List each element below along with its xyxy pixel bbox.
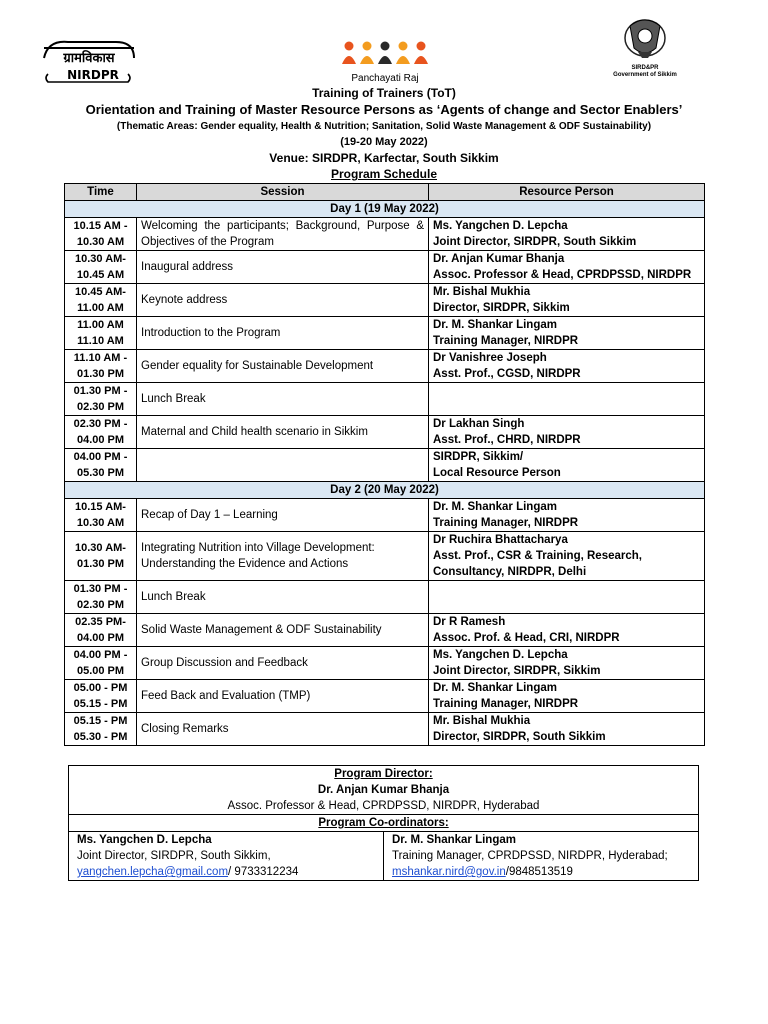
- resource-cell: [429, 383, 705, 416]
- time-end: 02.30 PM: [76, 401, 125, 413]
- sikkim-emblem-line2: Government of Sikkim: [613, 72, 677, 78]
- person-body-4: [414, 56, 428, 64]
- session-cell: Maternal and Child health scenario in Sikkim: [137, 416, 429, 449]
- session-cell: Lunch Break: [137, 581, 429, 614]
- time-cell: [65, 581, 137, 614]
- time-start: 04.00 PM -: [73, 649, 128, 661]
- session-cell: Keynote address: [137, 284, 429, 317]
- resource-role: Asst. Prof., CGSD, NIRDPR: [433, 368, 581, 380]
- session-cell: Introduction to the Program: [137, 317, 429, 350]
- coordinators-grid: [69, 831, 698, 880]
- time-end: 04.00 PM: [76, 434, 125, 446]
- coordinator-left-email-link[interactable]: yangchen.lepcha@gmail.com: [77, 866, 229, 878]
- schedule-row: [65, 532, 705, 581]
- resource-role: Training Manager, NIRDPR: [433, 698, 579, 710]
- session-cell: [137, 449, 429, 482]
- resource-cell: [429, 350, 705, 383]
- time-end: 04.00 PM: [76, 632, 125, 644]
- time-end: 01.30 PM: [76, 558, 125, 570]
- schedule-row: [65, 284, 705, 317]
- time-cell: [65, 218, 137, 251]
- resource-role: Training Manager, NIRDPR: [433, 517, 579, 529]
- session-column-header: Session: [137, 184, 429, 201]
- resource-name: Dr. M. Shankar Lingam: [433, 501, 557, 513]
- panchayati-raj-logo: [320, 38, 450, 86]
- person-body-3: [396, 56, 410, 64]
- time-cell: [65, 350, 137, 383]
- time-cell: [65, 383, 137, 416]
- session-cell: Feed Back and Evaluation (TMP): [137, 680, 429, 713]
- time-cell: [65, 317, 137, 350]
- time-start: 10.45 AM-: [75, 286, 126, 298]
- time-start: 05.00 - PM: [73, 682, 128, 694]
- nirdpr-emblem-icon: [38, 34, 138, 86]
- session-cell: Group Discussion and Feedback: [137, 647, 429, 680]
- person-body-2: [378, 56, 392, 64]
- resource-name: Dr Vanishree Joseph: [433, 352, 547, 364]
- time-end: 10.45 AM: [76, 269, 125, 281]
- time-cell: [65, 713, 137, 746]
- resource-name: Dr. M. Shankar Lingam: [433, 682, 557, 694]
- time-start: 01.30 PM -: [73, 583, 128, 595]
- coordinators-title: Program Co-ordinators:: [69, 814, 698, 831]
- coordinator-right-name: Dr. M. Shankar Lingam: [392, 834, 516, 846]
- schedule-row: [65, 499, 705, 532]
- resource-cell: [429, 647, 705, 680]
- nirdpr-script-text: ग्रामविकास: [63, 51, 115, 66]
- time-end: 11.10 AM: [77, 335, 124, 347]
- time-cell: [65, 680, 137, 713]
- session-cell: Inaugural address: [137, 251, 429, 284]
- coordinator-right-phone: /9848513519: [505, 866, 573, 878]
- resource-cell: [429, 416, 705, 449]
- time-cell: [65, 499, 137, 532]
- day-2-label: Day 2 (20 May 2022): [65, 482, 705, 499]
- program-director-role: Assoc. Professor & Head, CPRDPSSD, NIRDPR, Hyderabad: [227, 800, 540, 812]
- time-end: 01.30 PM: [76, 368, 125, 380]
- schedule-row: [65, 416, 705, 449]
- person-body-1: [360, 56, 374, 64]
- time-column-header: Time: [65, 184, 137, 201]
- program-director-name: Dr. Anjan Kumar Bhanja: [317, 784, 450, 796]
- coordinator-left-name: Ms. Yangchen D. Lepcha: [77, 834, 212, 846]
- resource-cell: [429, 713, 705, 746]
- person-head-3: [399, 42, 408, 51]
- session-cell: Lunch Break: [137, 383, 429, 416]
- person-head-0: [345, 42, 354, 51]
- schedule-row: [65, 350, 705, 383]
- time-end: 05.15 - PM: [73, 698, 128, 710]
- person-head-4: [417, 42, 426, 51]
- resource-cell: [429, 680, 705, 713]
- time-start: 01.30 PM -: [73, 385, 128, 397]
- program-director-title: Program Director:: [334, 768, 433, 780]
- schedule-row: [65, 251, 705, 284]
- resource-role-cont: Consultancy, NIRDPR, Delhi: [433, 566, 587, 578]
- program-schedule-table: [64, 183, 705, 746]
- resource-name: Dr Lakhan Singh: [433, 418, 525, 430]
- resource-name: Ms. Yangchen D. Lepcha: [433, 649, 568, 661]
- session-cell: Solid Waste Management & ODF Sustainability: [137, 614, 429, 647]
- time-cell: [65, 647, 137, 680]
- people-icon: [320, 38, 450, 68]
- schedule-row: [65, 317, 705, 350]
- sikkim-emblem-line1: SIRD&PR: [631, 65, 659, 71]
- resource-role: Asst. Prof., CHRD, NIRDPR: [433, 434, 581, 446]
- venue: Venue: SIRDPR, Karfectar, South Sikkim: [269, 151, 499, 165]
- time-start: 04.00 PM -: [73, 451, 128, 463]
- resource-name: Dr Ruchira Bhattacharya: [433, 534, 568, 546]
- session-cell: Welcoming the participants; Background, Purpose & Objectives of the Program: [137, 218, 429, 251]
- resource-name: Mr. Bishal Mukhia: [433, 715, 531, 727]
- resource-role: Local Resource Person: [433, 467, 561, 479]
- session-cell: Integrating Nutrition into Village Development: Understanding the Evidence and Actions: [137, 532, 429, 581]
- resource-cell: [429, 218, 705, 251]
- time-start: 10.15 AM-: [75, 501, 126, 513]
- thematic-areas: (Thematic Areas: Gender equality, Health & Nutrition; Sanitation, Solid Waste Management & ODF Sustainability): [116, 121, 652, 132]
- person-body-0: [342, 56, 356, 64]
- time-end: 11.00 AM: [77, 302, 124, 314]
- schedule-row: [65, 680, 705, 713]
- coordinator-right-email-link[interactable]: mshankar.nird@gov.in: [392, 866, 506, 878]
- resource-role: Asst. Prof., CSR & Training, Research,: [433, 550, 642, 562]
- time-start: 10.15 AM -: [73, 220, 128, 232]
- training-title: Training of Trainers (ToT): [312, 86, 456, 100]
- program-contacts: [68, 765, 699, 881]
- resource-cell: [429, 317, 705, 350]
- resource-role: Director, SIRDPR, South Sikkim: [433, 731, 606, 743]
- resource-name: Dr R Ramesh: [433, 616, 506, 628]
- coordinator-left-role: Joint Director, SIRDPR, South Sikkim,: [77, 850, 271, 862]
- time-start: 05.15 - PM: [73, 715, 128, 727]
- sikkim-emblem-logo: [605, 16, 685, 84]
- time-cell: [65, 449, 137, 482]
- person-head-1: [363, 42, 372, 51]
- resource-cell: [429, 449, 705, 482]
- resource-name: SIRDPR, Sikkim/: [433, 451, 524, 463]
- resource-role: Assoc. Prof. & Head, CRI, NIRDPR: [433, 632, 620, 644]
- schedule-row: [65, 647, 705, 680]
- table-header-row: [65, 184, 705, 201]
- schedule-row: [65, 614, 705, 647]
- day-1-label: Day 1 (19 May 2022): [65, 201, 705, 218]
- resource-name: Mr. Bishal Mukhia: [433, 286, 531, 298]
- schedule-row: [65, 713, 705, 746]
- resource-cell: [429, 284, 705, 317]
- panchayati-raj-text: Panchayati Raj: [351, 73, 419, 84]
- time-start: 02.35 PM-: [75, 616, 126, 628]
- time-start: 10.30 AM-: [75, 542, 126, 554]
- time-end: 05.00 PM: [76, 665, 125, 677]
- schedule-row: [65, 218, 705, 251]
- resource-column-header: Resource Person: [429, 184, 705, 201]
- session-cell: Closing Remarks: [137, 713, 429, 746]
- resource-role: Assoc. Professor & Head, CPRDPSSD, NIRDPR: [433, 269, 692, 281]
- resource-role: Joint Director, SIRDPR, South Sikkim: [433, 236, 637, 248]
- time-start: 02.30 PM -: [73, 418, 128, 430]
- time-cell: [65, 532, 137, 581]
- time-start: 11.00 AM: [77, 319, 124, 331]
- time-cell: [65, 614, 137, 647]
- coordinator-right-contact: [392, 864, 690, 880]
- schedule-row: [65, 449, 705, 482]
- coordinator-left-phone: / 9733312234: [228, 866, 299, 878]
- resource-name: Dr. M. Shankar Lingam: [433, 319, 557, 331]
- time-end: 05.30 - PM: [73, 731, 128, 743]
- resource-role: Joint Director, SIRDPR, Sikkim: [433, 665, 601, 677]
- resource-name: Dr. Anjan Kumar Bhanja: [433, 253, 565, 265]
- schedule-title: Program Schedule: [330, 167, 438, 181]
- resource-role: Training Manager, NIRDPR: [433, 335, 579, 347]
- resource-cell: [429, 499, 705, 532]
- session-cell: Gender equality for Sustainable Development: [137, 350, 429, 383]
- time-end: 10.30 AM: [76, 517, 125, 529]
- day-2-row: [65, 482, 705, 499]
- coordinator-left: [69, 832, 383, 880]
- time-end: 02.30 PM: [76, 599, 125, 611]
- resource-cell: [429, 532, 705, 581]
- coordinator-left-contact: [77, 864, 375, 880]
- time-end: 10.30 AM: [76, 236, 125, 248]
- day-1-row: [65, 201, 705, 218]
- resource-cell: [429, 251, 705, 284]
- time-start: 11.10 AM -: [73, 352, 128, 364]
- resource-cell: [429, 614, 705, 647]
- schedule-row: [65, 581, 705, 614]
- session-cell: Recap of Day 1 – Learning: [137, 499, 429, 532]
- resource-role: Director, SIRDPR, Sikkim: [433, 302, 570, 314]
- time-cell: [65, 251, 137, 284]
- coordinator-right-role: Training Manager, CPRDPSSD, NIRDPR, Hyderabad;: [392, 850, 668, 862]
- person-head-2: [381, 42, 390, 51]
- training-subtitle: Orientation and Training of Master Resource Persons as ‘Agents of change and Sector Enablers’: [85, 102, 683, 117]
- sikkim-emblem-icon: [620, 16, 670, 60]
- nirdpr-logo: [38, 34, 138, 86]
- time-end: 05.30 PM: [76, 467, 125, 479]
- nirdpr-logo-text: NIRDPR: [67, 68, 119, 82]
- time-start: 10.30 AM-: [75, 253, 126, 265]
- time-cell: [65, 416, 137, 449]
- resource-cell: [429, 581, 705, 614]
- resource-name: Ms. Yangchen D. Lepcha: [433, 220, 568, 232]
- training-dates: (19-20 May 2022): [340, 136, 428, 148]
- time-cell: [65, 284, 137, 317]
- schedule-row: [65, 383, 705, 416]
- coordinator-right: [383, 832, 698, 880]
